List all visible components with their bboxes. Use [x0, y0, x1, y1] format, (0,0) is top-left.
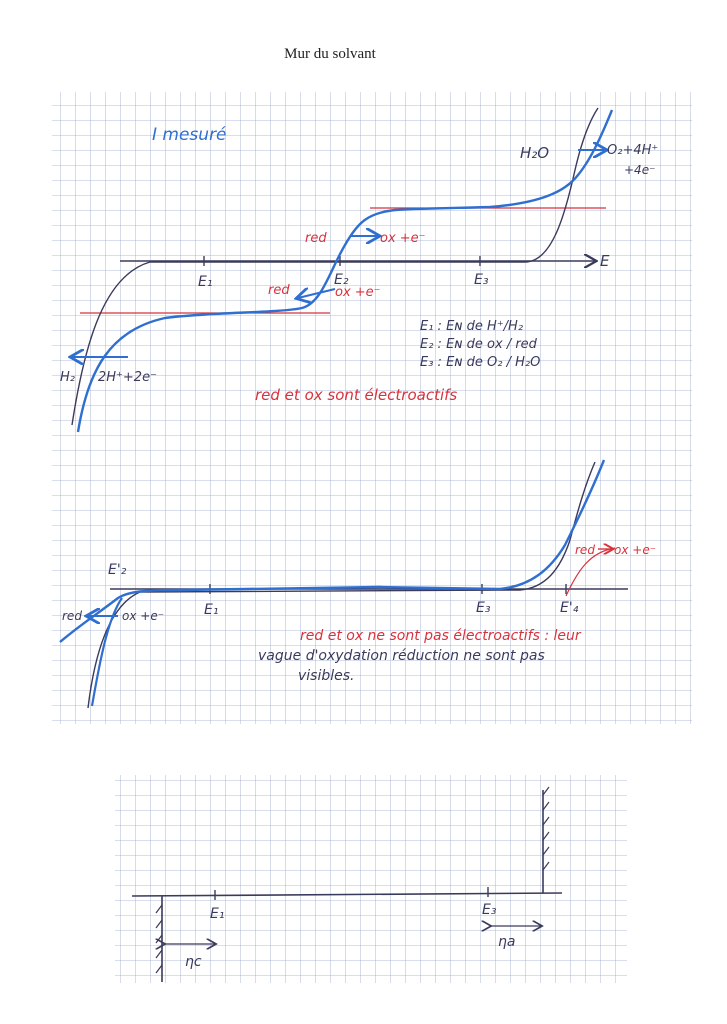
graph1-annot-2h: 2H⁺+2e⁻ — [98, 370, 157, 385]
graph1-note: red et ox sont électroactifs — [255, 386, 458, 404]
graph3-label-e3: E₃ — [482, 902, 497, 918]
graph3-eta-c: ηc — [185, 954, 202, 970]
graph1-annot-h2o: H₂O — [520, 144, 550, 162]
graph2-note-line3: visibles. — [298, 668, 355, 684]
graph1-annot-ox-lower: ox +e⁻ — [335, 285, 381, 300]
graph3-label-e1: E₁ — [210, 906, 225, 922]
graph1-annot-red-lower: red — [268, 283, 290, 298]
graph3-eta-a: ηa — [498, 934, 516, 950]
graph1-label-e2: E₂ — [334, 272, 349, 288]
graph1-annot-4e: +4e⁻ — [624, 163, 656, 177]
graph2-label-e2p: E'₂ — [108, 562, 127, 578]
graph2-note-line2: vague d'oxydation réduction ne sont pas — [258, 648, 545, 664]
graph1-label-e3: E₃ — [474, 272, 489, 288]
graph1-heading: I mesuré — [152, 125, 227, 145]
graph2-annot-red-left: red — [62, 609, 82, 623]
graph2-label-e3: E₃ — [476, 600, 491, 616]
graph2-label-e1: E₁ — [204, 602, 219, 618]
graph1-legend-2: E₂ : Eɴ de ox / red — [420, 337, 537, 352]
graph2-annot-ox-right: ox +e⁻ — [614, 543, 657, 557]
graph1-annot-ox-upper: ox +e⁻ — [380, 231, 426, 246]
page-title: Mur du solvant — [284, 46, 376, 62]
graph1-annot-o2: O₂+4H⁺ — [607, 143, 659, 158]
grid-sheet-lower — [115, 775, 627, 983]
graph1-annot-red-upper: red — [305, 231, 327, 246]
graph1-legend-1: E₁ : Eɴ de H⁺/H₂ — [420, 319, 524, 334]
graph2-label-e4p: E'₄ — [560, 600, 579, 616]
graph1-label-e1: E₁ — [198, 274, 213, 290]
graph2-note-line1: red et ox ne sont pas électroactifs : leur — [300, 628, 581, 644]
graph2-annot-ox-left: ox +e⁻ — [122, 609, 165, 623]
graph2-annot-red-right: red — [575, 543, 595, 557]
graph1-legend-3: E₃ : Eɴ de O₂ / H₂O — [420, 355, 541, 370]
graph1-axis-label: E — [600, 252, 610, 270]
graph1-annot-h2: H₂ — [60, 370, 75, 385]
